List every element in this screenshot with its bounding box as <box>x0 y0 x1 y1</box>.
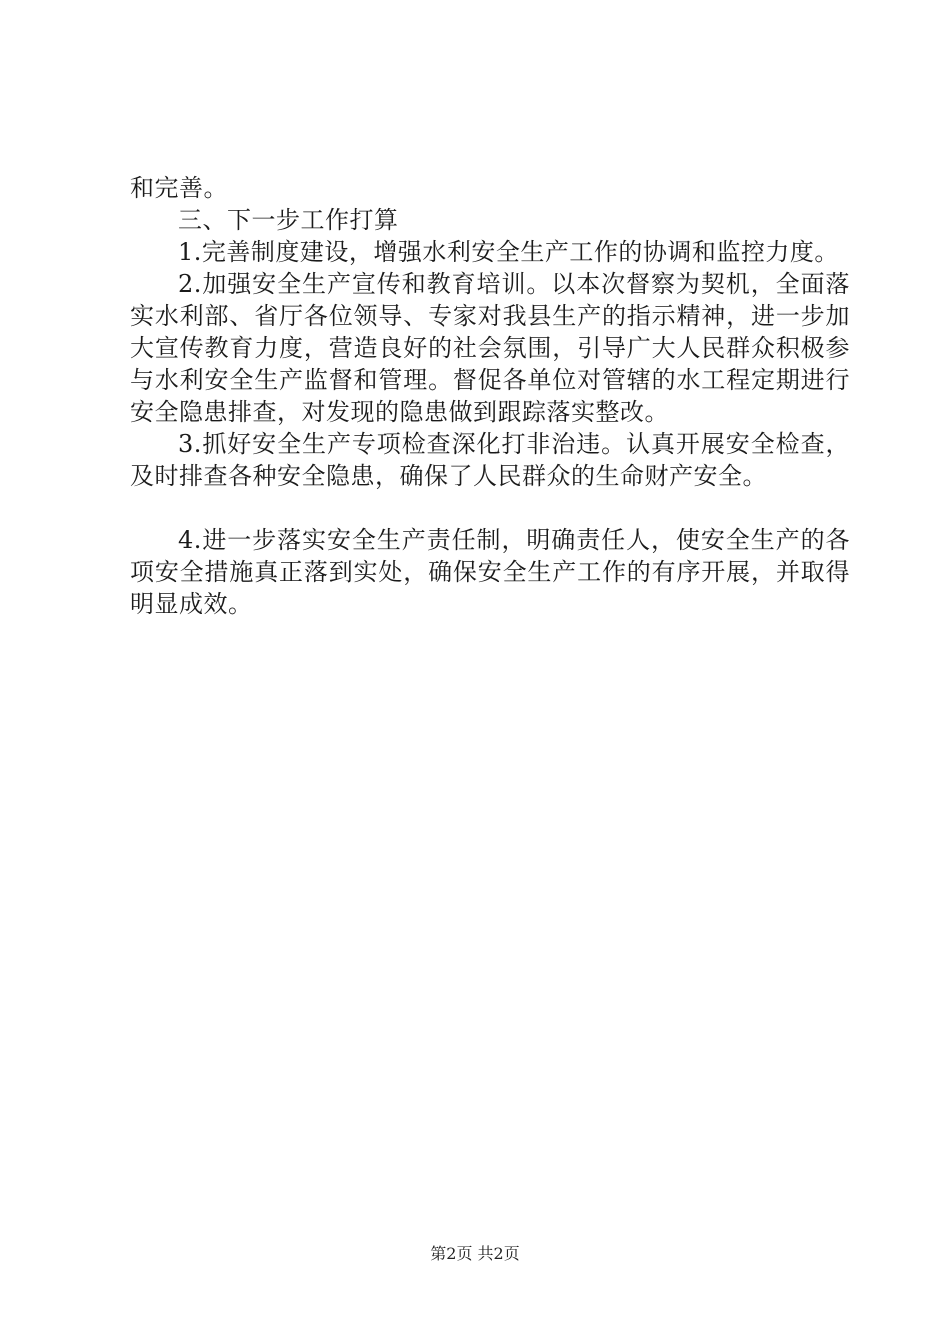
paragraph-item-3: 3.抓好安全生产专项检查深化打非治违。认真开展安全检查，及时排查各种安全隐患，确保了人民群众的生命财产安全。 <box>130 430 850 490</box>
page-footer <box>0 1244 950 1264</box>
paragraph-item-4: 4.进一步落实安全生产责任制，明确责任人，使安全生产的各项安全措施真正落到实处，确保安全生产工作的有序开展，并取得明显成效。 <box>130 526 850 618</box>
paragraph-item-1: 1.完善制度建设，增强水利安全生产工作的协调和监控力度。 <box>178 238 839 266</box>
paragraph-item-2: 2.加强安全生产宣传和教育培训。以本次督察为契机，全面落实水利部、省厅各位领导、专家对我县生产的指示精神，进一步加大宣传教育力度，营造良好的社会氛围，引导广大人民群众积极参与水利安全生产监督和管理。督促各单位对管辖的水工程定期进行安全隐患排查，对发现的隐患做到跟踪落实整改。 <box>130 270 850 426</box>
paragraph-continuation: 和完善。 <box>130 174 228 202</box>
page-number: 第2页 共2页 <box>430 1244 520 1263</box>
section-heading: 三、下一步工作打算 <box>178 206 399 234</box>
document-body <box>130 172 850 620</box>
